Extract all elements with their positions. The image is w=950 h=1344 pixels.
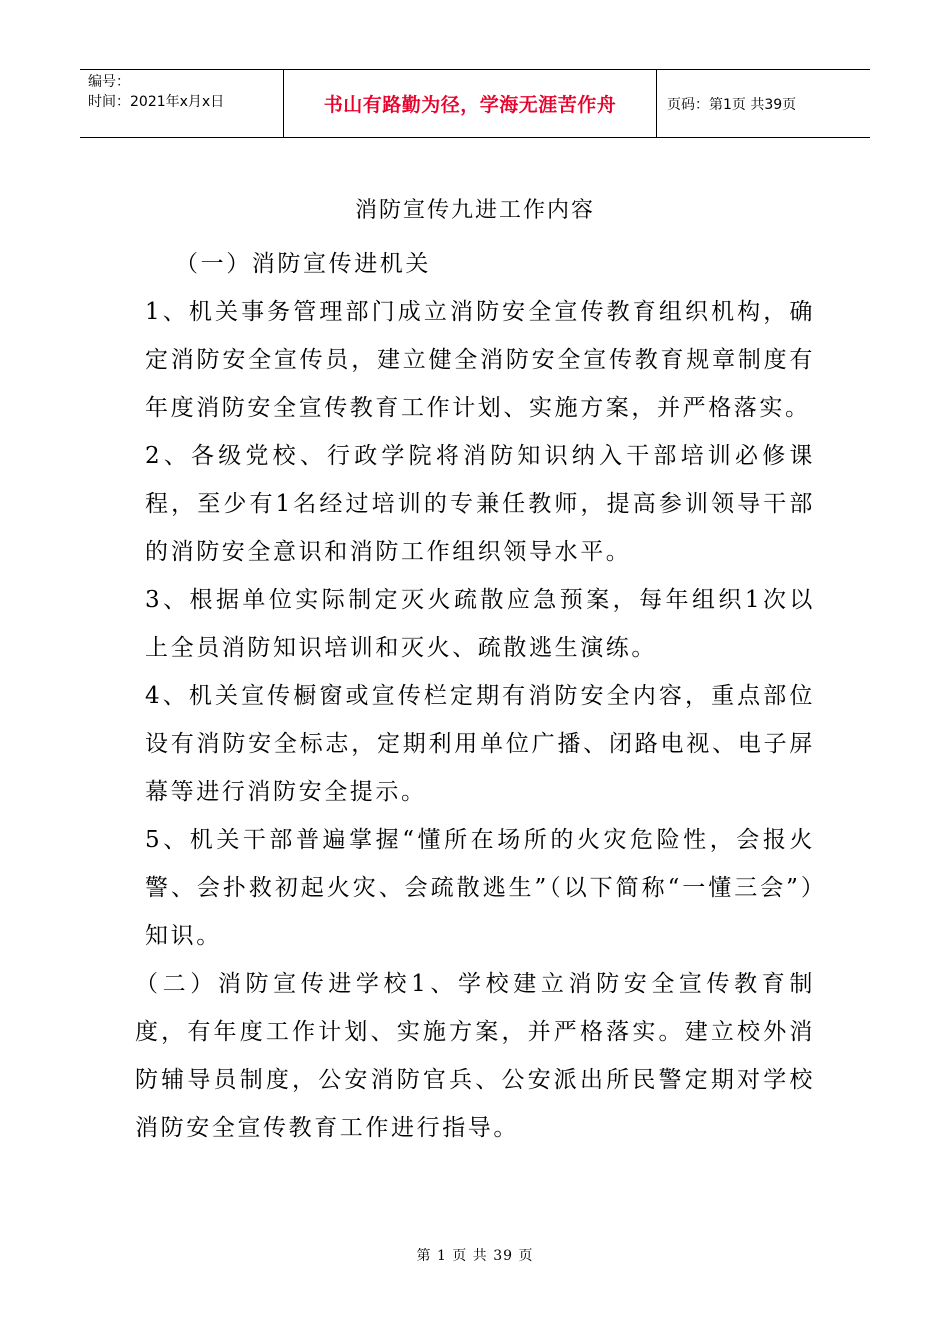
header-left-cell [80,70,283,137]
document-date: 时间：2021年x月x日 [88,94,225,110]
header-motto: 书山有路勤为径，学海无涯苦作舟 [323,94,617,116]
header-page-info: 页码：第1页 共39页 [667,96,797,113]
paragraph-1: 1、机关事务管理部门成立消防安全宣传教育组织机构，确定消防安全宣传员，建立健全消防安全宣传教育规章制度有年度消防安全宣传教育工作计划、实施方案，并严格落实。 [145,299,815,421]
paragraph-2: 2、各级党校、行政学院将消防知识纳入干部培训必修课程，至少有1名经过培训的专兼任教师，提高参训领导干部的消防安全意识和消防工作组织领导水平。 [145,443,815,565]
header-motto-cell [283,70,657,137]
paragraph-5: 5、机关干部普遍掌握“懂所在场所的火灾危险性，会报火警、会扑救初起火灾、会疏散逃生”（以下简称“一懂三会”）知识。 [145,827,815,949]
paragraph-3: 3、根据单位实际制定灭火疏散应急预案，每年组织1次以上全员消防知识培训和灭火、疏散逃生演练。 [145,587,815,661]
header-table [80,69,870,138]
document-title: 消防宣传九进工作内容 [354,198,595,223]
section-2-paragraph: （二）消防宣传进学校1、学校建立消防安全宣传教育制度，有年度工作计划、实施方案，并严格落实。建立校外消防辅导员制度，公安消防官兵、公安派出所民警定期对学校消防安全宣传教育工作进行指导。 [135,971,815,1141]
document-body [135,240,815,1152]
paragraph-4: 4、机关宣传橱窗或宣传栏定期有消防安全内容，重点部位设有消防安全标志，定期利用单位广播、闭路电视、电子屏幕等进行消防安全提示。 [145,683,815,805]
document-number-label: 编号： [88,74,130,90]
section-heading-1: （一）消防宣传进机关 [175,251,431,277]
page-footer: 第 1 页 共 39 页 [416,1248,534,1264]
header-page-cell [657,70,870,137]
